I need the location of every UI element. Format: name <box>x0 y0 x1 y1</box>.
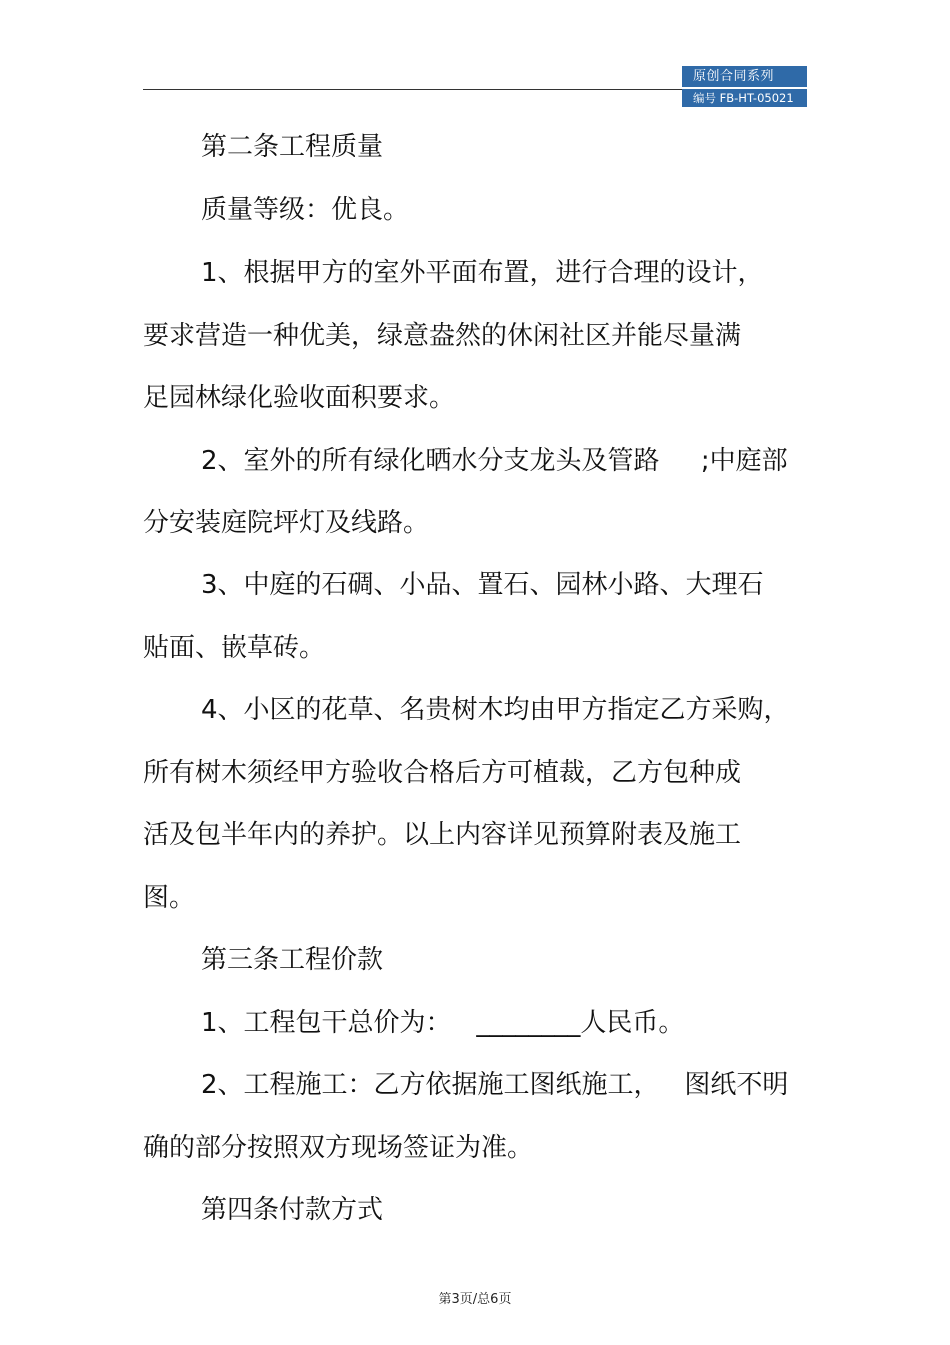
quality-grade-line: 质量等级：优良。 <box>201 195 410 225</box>
price-clause-2-line-1: 2、工程施工：乙方依据施工图纸施工， 图纸不明 <box>201 1070 789 1100</box>
article-2-heading: 第二条工程质量 <box>201 132 384 162</box>
document-code-badge: 编号 FB-HT-05021 <box>682 89 807 107</box>
series-badge: 原创合同系列 <box>682 66 807 87</box>
clause-1-line-2: 要求营造一种优美，绿意盎然的休闲社区并能尽量满 <box>143 321 742 351</box>
clause-2-line-1: 2、室外的所有绿化晒水分支龙头及管路 ;中庭部 <box>201 446 788 476</box>
clause-3-line-2: 贴面、嵌草砖。 <box>143 633 326 663</box>
price-clause-1: 1、工程包干总价为： ________人民币。 <box>201 1008 685 1038</box>
clause-2-line-2: 分安装庭院坪灯及线路。 <box>143 508 430 538</box>
clause-4-line-4: 图。 <box>143 883 196 913</box>
page-number: 第3页/总6页 <box>438 1292 512 1307</box>
article-3-heading: 第三条工程价款 <box>201 945 384 975</box>
clause-4-line-3: 活及包半年内的养护。以上内容详见预算附表及施工 <box>143 820 742 850</box>
article-4-heading: 第四条付款方式 <box>201 1195 384 1225</box>
clause-3-line-1: 3、中庭的石碉、小品、置石、园林小路、大理石 <box>201 570 764 600</box>
clause-1-line-1: 1、根据甲方的室外平面布置，进行合理的设计， <box>201 258 764 288</box>
clause-1-line-3: 足园林绿化验收面积要求。 <box>143 383 456 413</box>
clause-4-line-2: 所有树木须经甲方验收合格后方可植裁，乙方包种成 <box>143 758 742 788</box>
clause-4-line-1: 4、小区的花草、名贵树木均由甲方指定乙方采购， <box>201 695 790 725</box>
price-clause-2-line-2: 确的部分按照双方现场签证为准。 <box>143 1133 534 1163</box>
